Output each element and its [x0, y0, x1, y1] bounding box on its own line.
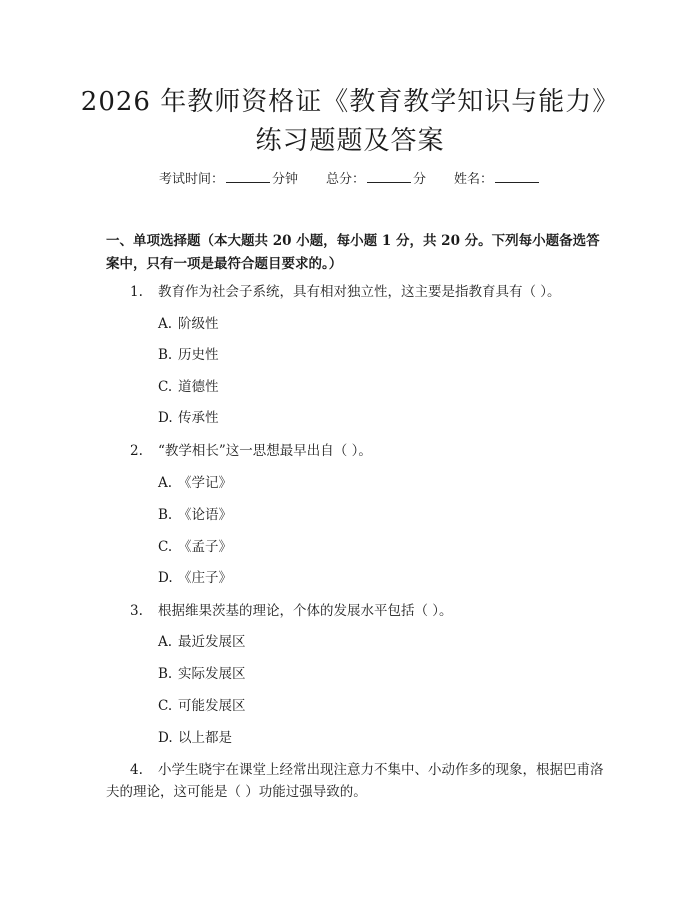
option-text: 《孟子》 [178, 539, 232, 555]
option-text: 阶级性 [178, 316, 219, 332]
question-1-option-d [158, 408, 219, 428]
option-letter: C. [158, 539, 173, 555]
option-text: 道德性 [178, 379, 219, 395]
option-text: 可能发展区 [178, 698, 246, 714]
option-letter: B. [158, 666, 173, 682]
question-2-option-c [158, 537, 232, 557]
option-text: 《学记》 [178, 475, 232, 491]
option-text: 以上都是 [178, 730, 232, 746]
option-letter: A. [158, 634, 173, 650]
question-3-option-b [158, 664, 246, 684]
question-1-option-a [158, 314, 219, 334]
option-letter: C. [158, 698, 173, 714]
option-text: 历史性 [178, 347, 219, 363]
question-2-option-d [158, 568, 232, 588]
option-letter: D. [158, 410, 173, 426]
question-2 [130, 440, 610, 462]
question-number: 1. [130, 284, 143, 300]
option-text: 实际发展区 [178, 666, 246, 682]
option-text: 《庄子》 [178, 570, 232, 586]
question-1-option-c [158, 377, 219, 397]
exam-meta-line [0, 170, 700, 189]
question-text: “教学相长”这一思想最早出自（ ）。 [158, 443, 372, 459]
question-text: 根据维果茨基的理论，个体的发展水平包括（ ）。 [158, 603, 453, 619]
question-3-option-a [158, 632, 246, 652]
exam-time-unit: 分钟 [271, 172, 298, 187]
option-letter: B. [158, 507, 173, 523]
option-letter: A. [158, 316, 173, 332]
question-2-option-a [158, 473, 232, 493]
question-3-option-d [158, 728, 232, 748]
option-letter: D. [158, 730, 173, 746]
question-3-option-c [158, 696, 246, 716]
question-number: 4. [130, 762, 143, 778]
option-letter: A. [158, 475, 173, 491]
page-title: 2026 年教师资格证《教育教学知识与能力》 [80, 87, 620, 117]
option-letter: B. [158, 347, 173, 363]
question-4 [106, 759, 606, 803]
question-3 [130, 600, 610, 622]
total-score-unit: 分 [413, 172, 427, 187]
total-score-label: 总分： [325, 172, 365, 187]
exam-time-blank [226, 170, 270, 183]
question-text: 小学生晓宇在课堂上经常出现注意力不集中、小动作多的现象，根据巴甫洛夫的理论，这可能是（ ）功能过强导致的。 [106, 762, 604, 800]
total-score-blank [367, 170, 411, 183]
section-header [106, 230, 606, 276]
student-name-label: 姓名： [454, 172, 494, 187]
question-text: 教育作为社会子系统，具有相对独立性，这主要是指教育具有（ ）。 [158, 284, 561, 300]
question-1 [130, 281, 610, 303]
page-subtitle: 练习题题及答案 [255, 126, 445, 156]
option-text: 传承性 [178, 410, 219, 426]
exam-time-label: 考试时间： [158, 172, 224, 187]
question-number: 3. [130, 603, 143, 619]
option-text: 《论语》 [178, 507, 232, 523]
option-letter: D. [158, 570, 173, 586]
option-text: 最近发展区 [178, 634, 246, 650]
question-1-option-b [158, 345, 219, 365]
question-2-option-b [158, 505, 232, 525]
question-number: 2. [130, 443, 143, 459]
option-letter: C. [158, 379, 173, 395]
section-header-line2: 案中，只有一项是最符合题目要求的。） [106, 256, 343, 272]
student-name-blank [495, 170, 539, 183]
exam-time-field [159, 170, 298, 189]
total-score-field [326, 170, 426, 189]
student-name-field [454, 170, 541, 189]
section-header-line1: 一、单项选择题（本大题共 20 小题，每小题 1 分，共 20 分。下列每小题备选答 [106, 233, 600, 249]
